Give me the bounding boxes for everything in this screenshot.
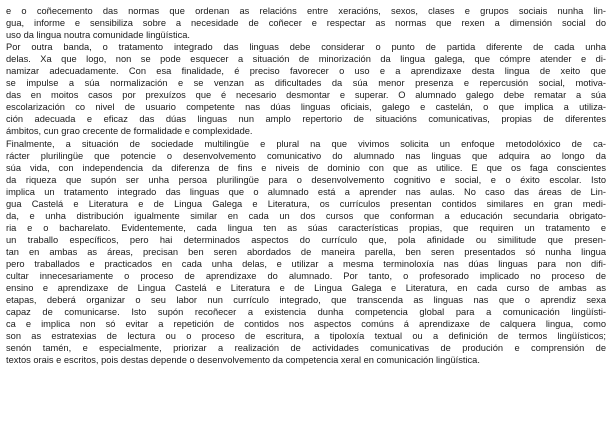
text-line: ensino e aprendizaxe de Lingua Castelá e Literatura e de Lingua Galega e Literatura, en cada curso de ambas as [6, 283, 606, 294]
text-line: cultar innecesariamente o proceso de aprendizaxe do alumnado. Por tanto, o profesorado implicado no proceso de [6, 271, 606, 282]
text-line: un traballo específicos, pero hai determinados aspectos do currículo que, pola afinidade ou similitude que presen- [6, 234, 606, 245]
text-line: gua Castelá e Literatura e de Lingua Galega e Literatura, os currículos presentan contidos similares en gran medi- [6, 198, 606, 209]
text-line: ción adecuada e eficaz das dúas linguas nun amplo repertorio de situacións comunicativas, propias de diferentes [6, 114, 606, 125]
text-line: uso da lingua noutra comunidade lingüística. [6, 30, 190, 41]
text-line: ámbitos, cun grao crecente de formalidade e complexidade. [6, 126, 253, 137]
text-line: ca e implica non só evitar a repetición de contidos nos aspectos comúns á aprendizaxe de calquera lingua, como [6, 319, 606, 330]
text-line: se impulse a súa normalización e se venzan as dificultades da súa menor presenza e repercusión social, motiva- [6, 78, 606, 89]
text-line: súa vida, con independencia da diferenza de fins e niveis de dominio con que as utilice. E que os faga conscientes [6, 162, 606, 173]
text-line: e o coñecemento das normas que ordenan as relacións entre xeracións, sexos, clases e grupos sociais nunha lin- [6, 6, 606, 16]
paragraph-3 [6, 138, 606, 367]
text-line: senón tamén, e especialmente, priorizar a realización de actividades comunicativas de produción e comprensión de [6, 343, 606, 354]
text-line: tan en ambas as áreas, precisan ben seren abordados de maneira parella, ben seren presentados só nunha lingua [6, 246, 606, 257]
text-line: gua, informe e sensibiliza sobre a necesidade de coñecer e respectar as normas que rexen a dimensión social do [6, 18, 606, 29]
text-line: namizar adecuadamente. Con esa finalidade, é preciso favorecer o uso e a aprendizaxe desta lingua de xeito que [6, 66, 606, 77]
paragraph-1 [6, 5, 606, 41]
text-line: ria e o bacharelato. Evidentemente, cada lingua ten as súas características propias, que requiren un tratamento e [6, 222, 606, 233]
text-line: escolarización co nivel de usuario competente nas dúas linguas oficiais, galego e castelán, o que implica a utiliza- [6, 102, 606, 113]
text-line: das en moitos casos por prexuízos que é necesario desmontar e superar. O alumnado galego debe rematar a súa [6, 90, 606, 101]
text-line: son as estratexias de lectura ou o proceso de escritura, a tipoloxía textual ou a definición de termos lingüísticos; [6, 331, 606, 342]
text-line: capaz de comunicarse. Isto supón recoñecer a existencia dunha competencia global para a comunicación lingüísti- [6, 307, 606, 318]
text-line: etapas, deberá organizar o seu labor nun currículo integrado, que transcenda as linguas nas que o aprendiz sexa [6, 295, 606, 306]
text-line: delas. Xa que logo, non se pode esquecer a situación de minorización da lingua galega, que cómpre atender e di- [6, 54, 606, 65]
paragraph-2 [6, 41, 606, 137]
text-line: Por outra banda, o tratamento integrado das linguas debe considerar o punto de partida diferente de cada unha [6, 42, 606, 53]
text-line: implica un tratamento integrado das linguas que o alumnado está a aprender nas aulas. No caso das áreas de Lin- [6, 186, 606, 197]
document-page [6, 5, 606, 366]
text-line: textos orais e escritos, pois destas depende o desenvolvemento da competencia xeral en comunicación lingüística. [6, 355, 480, 366]
text-line: da, e unha distribución igualmente similar en cada un dos cursos que conforman a educación secundaria obrigato- [6, 210, 606, 221]
text-line: pero traballados e practicados en cada unha delas, e utilizar a mesma terminoloxía nas dúas linguas para non difi- [6, 258, 606, 269]
text-line: rácter plurilingüe que potencie o desenvolvemento comunicativo do alumnado nas linguas que adquira ao longo da [6, 150, 606, 161]
text-line: Finalmente, a situación de sociedade multilingüe e plural na que vivimos solicita un enfoque metodolóxico de ca- [6, 138, 606, 149]
text-line: da riqueza que supón ser unha persoa plurilingüe para o desenvolvemento cognitivo e social, e o éxito escolar. Isto [6, 174, 606, 185]
